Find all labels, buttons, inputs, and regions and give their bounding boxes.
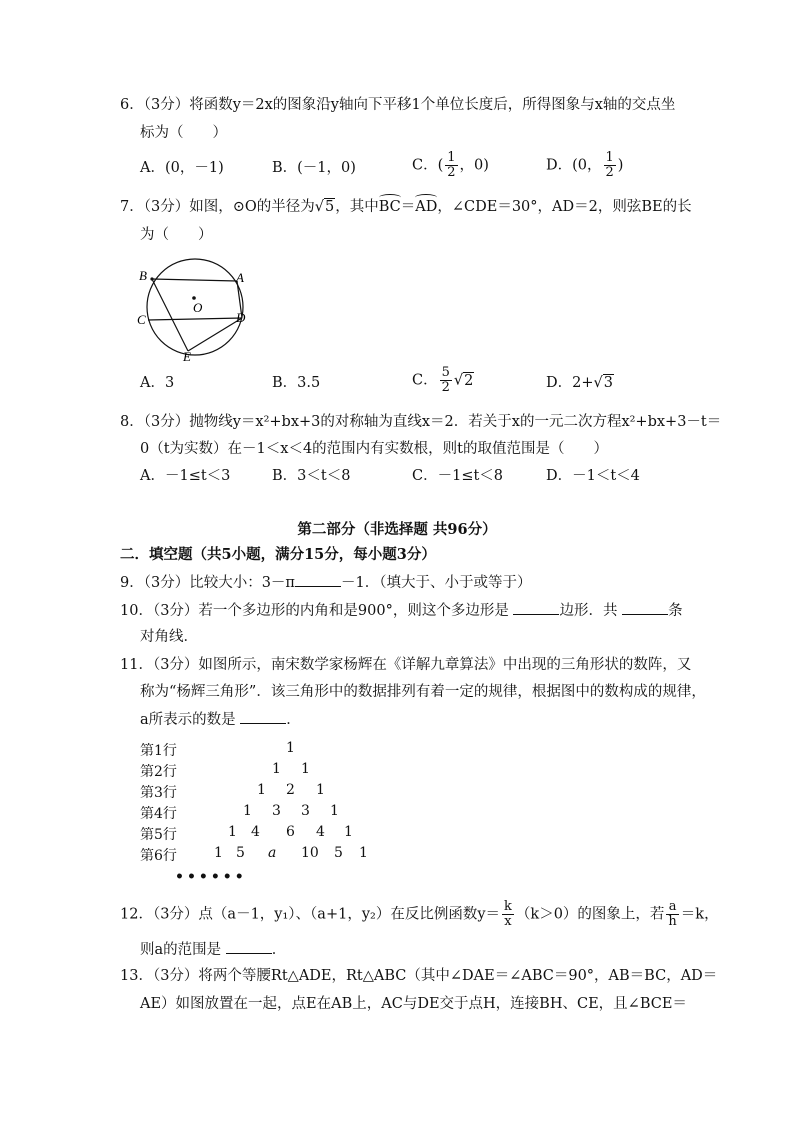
triangle-number: 1 — [344, 824, 353, 840]
triangle-number: 5 — [334, 845, 343, 861]
q12-line1-suffix: ＝k， — [680, 906, 719, 923]
q9-answer-blank[interactable] — [295, 572, 341, 587]
q11-line3-suffix: ． — [286, 712, 301, 728]
q11-line2: 称为“杨辉三角形”．该三角形中的数据排列有着一定的规律，根据图中的数构成的规律， — [140, 684, 706, 700]
q7-circle-figure — [130, 258, 260, 364]
triangle-number: 1 — [214, 845, 223, 861]
q11-line1: 11．（3分）如图所示，南宋数学家杨辉在《详解九章算法》中出现的三角形状的数阵，又 — [120, 657, 692, 673]
q7-line2: 为（ ） — [140, 227, 213, 243]
q11-line3-prefix: a所表示的数是 — [140, 712, 236, 728]
q10-answer-blank-2[interactable] — [622, 600, 668, 615]
point-b — [150, 277, 153, 280]
fraction-denominator: 2 — [605, 165, 614, 180]
fraction-numerator: a — [666, 900, 678, 915]
label-a: A — [236, 270, 244, 285]
q9-line — [120, 572, 531, 593]
fraction-denominator: 2 — [447, 165, 456, 180]
triangle-number: 3 — [272, 803, 281, 819]
q13-line1: 13．（3分）将两个等腰Rt△ADE，Rt△ABC（其中∠DAE＝∠ABC＝90°，AB＝BC，AD＝ — [120, 968, 718, 984]
row-label: 第5行 — [140, 827, 177, 843]
q8-line1: 8．（3分）抛物线y＝x²+bx+3的对称轴为直线x＝2．若关于x的一元二次方程x²+bx+3－t＝ — [120, 414, 722, 430]
q6-option-d — [546, 151, 623, 180]
q7-line1-suffix: ，∠CDE＝30°，AD＝2，则弦BE的长 — [437, 199, 692, 215]
q6-option-d-suffix: ) — [617, 157, 624, 174]
q10-prefix: 10．（3分）若一个多边形的内角和是900°，则这个多边形是 — [120, 603, 509, 619]
section2-heading: 二．填空题（共5小题，满分15分，每小题3分） — [120, 546, 436, 563]
q7-option-d-prefix: D．2+√ — [546, 375, 603, 391]
q7-line1 — [120, 197, 692, 217]
triangle-number: 1 — [228, 824, 237, 840]
triangle-number: 3 — [301, 803, 310, 819]
q9-prefix: 9．（3分）比较大小：3－π — [120, 575, 295, 591]
q7-line1-mid: ，其中 — [335, 199, 379, 215]
q8-option-b: B．3＜t＜8 — [272, 468, 351, 484]
row-label: 第3行 — [140, 785, 177, 801]
q6-line1: 6．（3分）将函数y＝2x的图象沿y轴向下平移1个单位长度后，所得图象与x轴的交点坐 — [120, 97, 676, 113]
fraction-numerator: 5 — [441, 365, 450, 380]
triangle-number: 1 — [243, 803, 252, 819]
triangle-number: 4 — [316, 824, 325, 840]
q7-option-d-radicand: 3 — [603, 375, 613, 391]
q8-option-d: D．－1＜t＜4 — [546, 468, 640, 484]
q12-line1-mid: （k＞0）的图象上，若 — [515, 906, 665, 923]
q13-line2: AE）如图放置在一起，点E在AB上，AC与DE交于点H，连接BH、CE，且∠BCE＝ — [140, 996, 687, 1012]
fraction-denominator: x — [504, 914, 512, 929]
label-e: E — [183, 349, 191, 364]
q6-option-c-fraction — [445, 151, 457, 180]
q12-line1-prefix: 12．（3分）点（a－1，y₁）、（a+1，y₂）在反比例函数y＝ — [120, 906, 501, 923]
chord-cd — [148, 318, 242, 320]
q7-option-c-prefix: C． — [412, 372, 438, 389]
q12-fraction-k-over-x — [502, 900, 514, 929]
triangle-number: 10 — [301, 845, 319, 861]
row-label: 第2行 — [140, 764, 177, 780]
fraction-denominator: h — [668, 914, 677, 929]
q7-option-a: A．3 — [140, 375, 175, 391]
q6-option-a: A．(0，－1) — [140, 160, 224, 176]
fraction-numerator: 1 — [605, 150, 614, 165]
q7-radicand: 5 — [324, 199, 335, 215]
q7-equals: ＝ — [400, 199, 416, 215]
chord-be — [152, 279, 188, 351]
q11-answer-blank[interactable] — [240, 709, 286, 724]
q12-line1 — [120, 900, 719, 929]
chord-ba — [152, 279, 237, 281]
q6-option-c-prefix: C．( — [412, 157, 444, 174]
q6-line2: 标为（ ） — [140, 125, 227, 141]
q10-mid: 边形．共 — [559, 603, 618, 619]
q6-option-b: B．(－1，0) — [272, 160, 356, 176]
fraction-denominator: 2 — [441, 380, 450, 395]
triangle-number: 1 — [316, 782, 325, 798]
q7-arc-ad: AD — [415, 199, 438, 215]
q11-line3 — [140, 709, 301, 730]
q7-arc-bc: BC — [378, 199, 401, 215]
q6-option-c-suffix: ，0) — [459, 157, 489, 174]
triangle-number: 5 — [236, 845, 245, 861]
q8-option-a: A．－1≤t＜3 — [140, 468, 231, 484]
triangle-unknown-a: a — [268, 845, 277, 861]
row-label: 第1行 — [140, 743, 177, 759]
triangle-number: 6 — [286, 824, 295, 840]
continuation-dots: •••••• — [175, 869, 247, 885]
label-b: B — [139, 268, 147, 283]
q7-option-c — [412, 366, 474, 395]
row-label: 第4行 — [140, 806, 177, 822]
q10-answer-blank-1[interactable] — [513, 600, 559, 615]
fraction-numerator: k — [504, 899, 512, 914]
q6-option-d-fraction — [604, 151, 616, 180]
triangle-number: 1 — [330, 803, 339, 819]
q9-suffix: －1．（填大于、小于或等于） — [340, 575, 532, 591]
label-o: O — [193, 300, 203, 315]
q8-line2: 0（t为实数）在－1＜x＜4的范围内有实数根，则t的取值范围是（ ） — [140, 441, 609, 457]
q10-line1 — [120, 600, 683, 621]
triangle-number: 1 — [272, 761, 281, 777]
q12-answer-blank[interactable] — [226, 939, 272, 954]
sqrt-symbol: √ — [453, 372, 464, 389]
triangle-number: 1 — [257, 782, 266, 798]
q7-line1-prefix: 7．（3分）如图，⊙O的半径为√ — [120, 199, 324, 215]
q7-option-d — [546, 373, 614, 393]
q7-option-b: B．3.5 — [272, 375, 321, 391]
fraction-numerator: 1 — [447, 150, 456, 165]
q8-option-c: C．－1≤t＜8 — [412, 468, 504, 484]
q7-option-c-radicand: 2 — [464, 372, 474, 389]
q10-line2: 对角线． — [140, 629, 198, 645]
triangle-number: 1 — [359, 845, 368, 861]
q12-line2 — [140, 939, 286, 960]
q7-option-c-fraction — [440, 366, 452, 395]
q12-line2-suffix: ． — [271, 942, 287, 958]
label-d: D — [236, 310, 246, 325]
q6-option-c — [412, 151, 489, 180]
q12-fraction-a-over-h — [666, 900, 678, 929]
triangle-number: 2 — [286, 782, 295, 798]
triangle-number: 1 — [301, 761, 310, 777]
q6-option-d-prefix: D．(0， — [546, 157, 602, 174]
q12-line2-prefix: 则a的范围是 — [140, 942, 222, 958]
triangle-number: 1 — [286, 740, 295, 756]
part2-heading: 第二部分（非选择题 共96分） — [297, 521, 497, 538]
label-c: C — [137, 312, 146, 327]
triangle-number: 4 — [251, 824, 260, 840]
q10-suffix: 条 — [668, 603, 683, 619]
row-label: 第6行 — [140, 848, 177, 864]
